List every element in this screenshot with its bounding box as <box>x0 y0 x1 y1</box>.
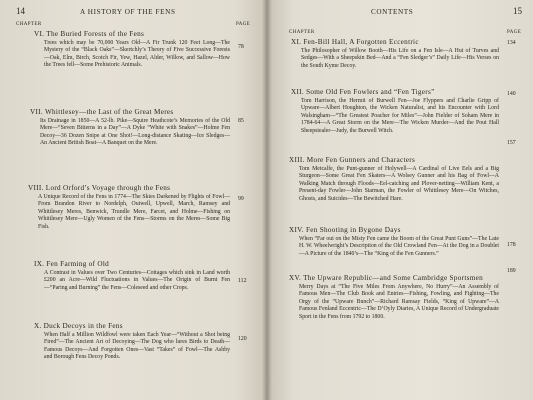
page-ref: 134 <box>507 40 516 46</box>
chapter-column-label: CHAPTER <box>16 22 42 27</box>
chapter-column-label: CHAPTER <box>289 30 315 35</box>
book-gutter <box>262 0 272 400</box>
chapter-title: XI. Fen-Bill Hall, A Forgotten Eccentric <box>291 38 419 46</box>
chapter-summary: Trees which may be 70,000 Years Old—A Fir Trunk 120 Feet Long—The Mystery of the “Black Oaks”—Skertchly’s Theory of Five Successive Forests—Oak, Elm, Birch, Scotch Fir, Yew, Hazel, Alder, Willow, and Sallow—How the Trees fell—Some Prehistoric Animals. <box>44 40 230 69</box>
contents-entry <box>289 274 501 321</box>
contents-entry <box>28 184 234 231</box>
page-ref: 78 <box>238 44 244 50</box>
chapter-summary: A Contrast in Values over Two Centuries—Cottages which sink in Land worth £200 an Acre—Wild Fluctuations in Values—The Origin of Burnt Fen—“Paring and Burning” the Fens—Coleseed and other Crops. <box>44 270 230 291</box>
running-head: A HISTORY OF THE FENS <box>80 8 176 16</box>
contents-entry <box>291 88 501 135</box>
page-ref: 85 <box>238 118 244 124</box>
chapter-summary: When Half a Million Wildfowl were taken Each Year—“Without a Shot being Fired”—The Ancient Art of Decoying—The Dog who lures Birds to Death—Famous Decoys—And Forgotten Ones—Vast “Takes” of Fowl—The Ashby and Borough Fens Decoy Ponds. <box>44 332 230 361</box>
page-column-label: PAGE <box>236 22 251 27</box>
chapter-summary: Tom Metcalfe, the Punt-gunner of Holywell—A Cardinal of Live Eels and a Big Sturgeon—Some Great Fen Skaters—A Wolsey Gunner and his Bag of Fowl—A Walking Match through Floods—Eel-catching and Plover-netting—William Kent, a Present-day Fowler—John Starman, the Fowler of Whittlesey Mere—On Witches, Ghosts, and Suicides—The Bewitched Hare. <box>299 166 499 202</box>
contents-entry <box>291 38 501 70</box>
page-ref: 178 <box>507 242 516 248</box>
chapter-title: IX. Fen Farming of Old <box>34 260 110 268</box>
page-number: 15 <box>513 6 522 16</box>
chapter-summary: The Philosopher of Willow Booth—His Life on a Fen Isle—A Hut of Turves and Sedges—With a Sheepskin Bed—And a “Fen Sledger’s” Daily Life—His Verses on the South Kyme Decoy. <box>301 48 499 69</box>
contents-entry <box>289 156 501 203</box>
page-column-label: PAGE <box>507 30 522 35</box>
page-ref: 112 <box>238 278 247 284</box>
contents-entry <box>34 30 234 70</box>
chapter-title: VI. The Buried Forests of the Fens <box>34 30 145 38</box>
chapter-summary: Tom Harrison, the Hermit of Burwell Fen—Joe Flyppers and Charlie Gripp of Upware—Albert Houghton, the Wicken Naturalist, and his Encounter with Lord Walsingham—“The Greatest Poacher for Miles”—John Fielder of Soham Mere in 1784-64—A Great Storm on the Mere—The Wicken Murder—And the Pout Hall Sheepstealer—Judy, the Burwell Witch. <box>301 98 499 134</box>
chapter-title: XIII. More Fen Gunners and Characters <box>289 156 416 164</box>
page-ref: 120 <box>238 336 247 342</box>
page-number: 14 <box>16 6 25 16</box>
chapter-title: VII. Whittlesey—the Last of the Great Meres <box>30 108 174 116</box>
chapter-title: X. Duck Decoys in the Fens <box>34 322 123 330</box>
contents-entry <box>34 260 234 292</box>
chapter-summary: Merry Days at “The Five Miles From Anywhere, No Hurry”—An Assembly of Famous Men—The Club Book and Entries—Fishing, Fowling, and Fighting—The Orgy of the “Upware Bunch”—Richard Ramsay Fields, “King of Upware”—A Famous Fenland Eccentric—The D’Oyly Diaries, A Unique Record of Undergraduate Sport in the Fens from 1792 to 1800. <box>299 284 499 320</box>
chapter-summary: Its Drainage in 1850—A 52-lb. Pike—Squire Heathcote’s Memories of the Old Mere—“Seven Bitterns in a Day”—A Dyke “White with Snakes”—Holme Fen Decoy—36 Dozen Snipe at One Shot!—Long-distance Skating—Ice Sledges—An Ancient British Boat—A Banquet on the Mere. <box>40 118 230 147</box>
chapter-summary: A Unique Record of the Fens in 1774—The Skies Darkened by Flights of Fowl—From Brandon River to Nordelph, Outwell, Upwell, March, Ramsey and Whittlesey Meres, Benwick, Trundle Mere, Farcet, and Holme—Fishing on Whittlesey Mere—Ugly Women of the Fens—Storms on the Meres—Some Big Fish. <box>38 194 230 230</box>
contents-entry <box>34 322 234 362</box>
contents-entry <box>30 108 234 148</box>
page-ref: 99 <box>238 196 244 202</box>
chapter-title: XII. Some Old Fen Fowlers and “Fen Tigers” <box>291 88 435 96</box>
chapter-summary: When “Far out on the Misty Fen came the Boom of the Great Punt Guns”—The Late H. W. Wheelwright’s Description of the Old Crowland Fen—At the Dog in a Doublet—A Picture of the 1840’s—The “King of the Fen Gunners.” <box>299 236 499 257</box>
page-ref: 189 <box>507 268 516 274</box>
chapter-title: XV. The Upware Republic—and Some Cambridge Sportsmen <box>289 274 483 282</box>
chapter-title: VIII. Lord Orford’s Voyage through the Fens <box>28 184 171 192</box>
running-head: CONTENTS <box>371 8 414 16</box>
right-page <box>267 0 533 400</box>
page-ref: 140 <box>507 91 516 97</box>
page-ref: 157 <box>507 140 516 146</box>
contents-entry <box>289 226 501 258</box>
chapter-title: XIV. Fen Shooting in Bygone Days <box>289 226 401 234</box>
